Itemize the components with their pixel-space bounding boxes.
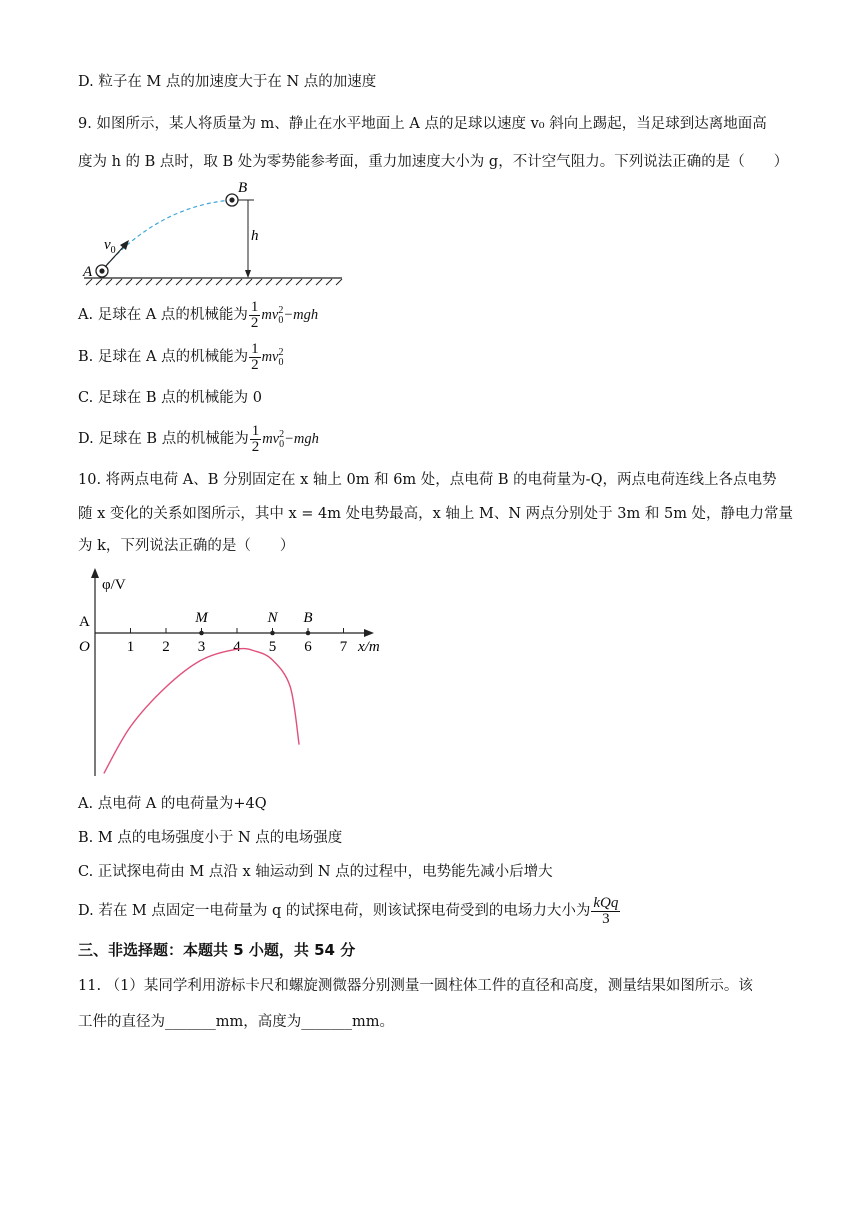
q9-option-a[interactable] [78, 298, 318, 332]
origin-label: O [79, 639, 90, 655]
x-tick-label: 2 [162, 639, 170, 655]
fraction-half: $\frac{1}{2}$ [250, 298, 259, 331]
q9-option-a-tail: −mgh [283, 307, 319, 323]
q10-stem-line3: 为 k，下列说法正确的是（ ） [78, 538, 295, 554]
x-tick-label: 5 [268, 639, 277, 655]
x-axis-arrow [364, 629, 374, 637]
q10-option-d[interactable] [78, 894, 621, 928]
q9-option-c[interactable]: C. 足球在 B 点的机械能为 0 [78, 390, 263, 406]
q9-option-d-text: D. 足球在 B 点的机械能为 [78, 431, 249, 447]
fraction-kqq-over-3: $\frac{\text{kQq}}{3}$ [593, 894, 619, 927]
point-n-dot [270, 631, 275, 636]
x-tick-label: 4 [233, 639, 241, 655]
label-b: B [238, 180, 248, 196]
q11-line1: 11. （1）某同学利用游标卡尺和螺旋测微器分别测量一圆柱体工件的直径和高度，测量结果如图所示。该 [78, 978, 753, 994]
phi-curve [104, 649, 299, 774]
label-a: A [83, 264, 93, 280]
phi-x-chart [74, 566, 394, 780]
point-b-dot [306, 631, 311, 636]
x-axis-label: x/m [358, 639, 380, 655]
point-b-label: B [303, 610, 313, 626]
y-axis-label: φ/V [102, 577, 126, 593]
point-m-label: M [195, 610, 208, 626]
q9-stem-line2: 度为 h 的 B 点时，取 B 处为零势能参考面，重力加速度大小为 g，不计空气阻力。下列说法正确的是（ ） [78, 154, 789, 170]
q10-stem-line1: 10. 将两点电荷 A、B 分别固定在 x 轴上 0m 和 6m 处，点电荷 B 的电荷量为-Q，两点电荷连线上各点电势 [78, 472, 777, 488]
q10-option-d-text: D. 若在 M 点固定一电荷量为 q 的试探电荷，则该试探电荷受到的电场力大小为 [78, 903, 591, 919]
point-m-dot [199, 631, 204, 636]
q10-option-a[interactable]: A. 点电荷 A 的电荷量为+4Q [78, 796, 267, 812]
ball-at-a-icon [96, 265, 108, 277]
x-tick-label: 7 [339, 639, 348, 655]
q10-option-c[interactable]: C. 正试探电荷由 M 点沿 x 轴运动到 N 点的过程中，电势能先减小后增大 [78, 864, 553, 880]
x-tick-label: 1 [126, 639, 135, 655]
mv0-squared: mv 2 0 [262, 428, 285, 450]
q9-option-a-text: A. 足球在 A 点的机械能为 [78, 307, 248, 323]
section-3-heading: 三、非选择题：本题共 5 小题，共 54 分 [78, 941, 356, 959]
label-h: h [251, 228, 259, 244]
q9-option-d[interactable] [78, 422, 319, 456]
ball-at-b-icon [226, 194, 238, 206]
x-tick-label: 3 [197, 639, 206, 655]
trajectory-path [102, 200, 232, 270]
point-a-label: A [79, 614, 90, 630]
q10-stem-line2: 随 x 变化的关系如图所示，其中 x = 4m 处电势最高，x 轴上 M、N 两点分别处于 3m 和 5m 处，静电力常量 [78, 506, 794, 522]
q9-stem-line1: 9. 如图所示，某人将质量为 m、静止在水平地面上 A 点的足球以速度 v₀ 斜向上踢起，当足球到达离地面高 [78, 116, 767, 132]
q9-option-d-tail: −mgh [284, 431, 319, 447]
point-n-label: N [267, 610, 278, 626]
x-tick-label: 6 [304, 639, 312, 655]
q9-option-b[interactable] [78, 340, 284, 374]
fraction-half: $\frac{1}{2}$ [251, 340, 259, 373]
y-axis-arrow [91, 568, 99, 578]
mv0-squared: mv 2 0 [261, 304, 284, 326]
q8-option-d: D. 粒子在 M 点的加速度大于在 N 点的加速度 [78, 74, 377, 90]
q11-line2: 工件的直径为_______mm，高度为_______mm。 [78, 1014, 394, 1030]
q9-figure [78, 178, 348, 288]
q9-option-b-text: B. 足球在 A 点的机械能为 [78, 349, 249, 365]
fraction-half: $\frac{1}{2}$ [251, 422, 260, 455]
mv0-squared: mv 2 0 [261, 346, 284, 368]
q10-option-b[interactable]: B. M 点的电场强度小于 N 点的电场强度 [78, 830, 343, 846]
label-v0: $v_0$ [104, 237, 116, 256]
